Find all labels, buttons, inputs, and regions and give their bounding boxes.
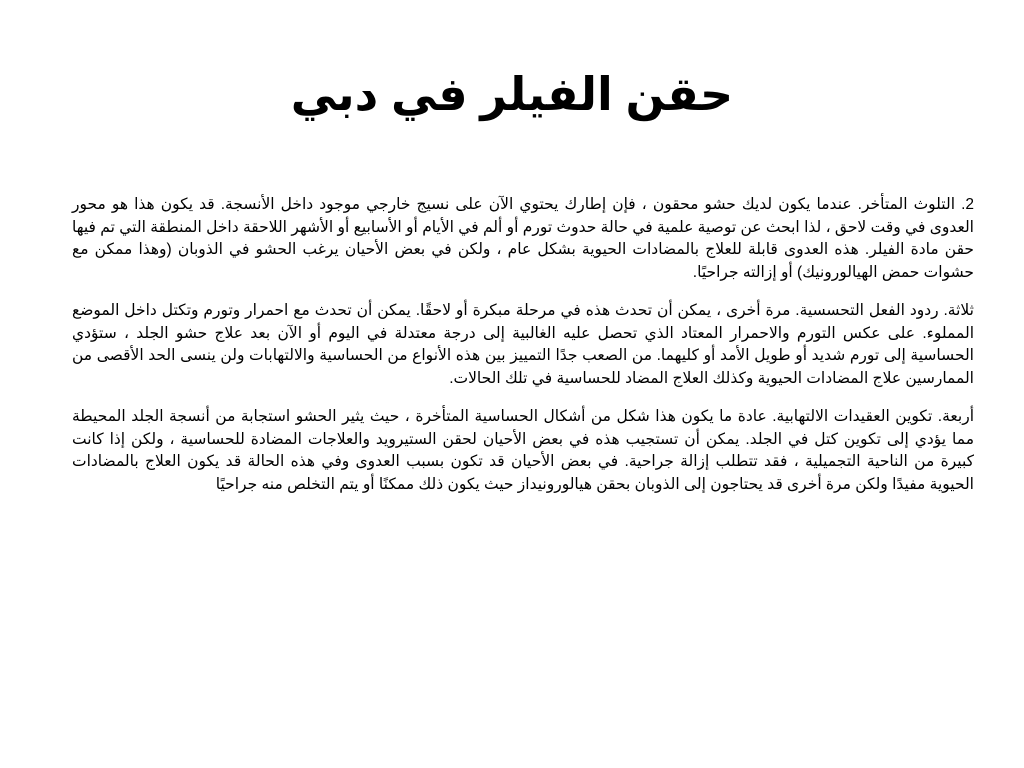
slide-title: حقن الفيلر في دبي (290, 68, 734, 120)
paragraph-late-contamination: 2. التلوث المتأخر. عندما يكون لديك حشو محقون ، فإن إطارك يحتوي الآن على نسيج خارجي موجود داخل الأنسجة. قد يكون هذا هو محور العدوى في وقت لاحق ، لذا ابحث عن توصية علمية في حالة حدوث تورم أو ألم في الأيام أو الأسابيع أو الأشهر اللاحقة داخل المنطقة التي تم فيها حقن مادة الفيلر. هذه العدوى قابلة للعلاج بالمضادات الحيوية بشكل عام ، ولكن في بعض الأحيان يرغب الحشو في الذوبان (وهذا ممكن مع حشوات حمض الهيالورونيك) أو إزالته جراحيًا. (72, 196, 974, 281)
slide-body (72, 194, 974, 512)
paragraph-inflammatory-nodules: أربعة. تكوين العقيدات الالتهابية. عادة ما يكون هذا شكل من أشكال الحساسية المتأخرة ، حيث يثير الحشو استجابة من أنسجة الجلد المحيطة مما يؤدي إلى تكوين كتل في الجلد. يمكن أن تستجيب هذه في بعض الأحيان لحقن الستيرويد والعلاجات المضادة للحساسية ، ولكن إذا كانت كبيرة من الناحية التجميلية ، فقد تتطلب إزالة جراحية. في بعض الأحيان قد تكون بسبب العدوى وفي هذه الحالة قد يكون العلاج بالمضادات الحيوية مفيدًا ولكن مرة أخرى قد يحتاجون إلى الذوبان بحقن هيالورونيداز حيث يكون ذلك ممكنًا أو يتم التخلص منه جراحيًا (72, 408, 974, 493)
paragraph-allergic-reactions: ثلاثة. ردود الفعل التحسسية. مرة أخرى ، يمكن أن تحدث هذه في مرحلة مبكرة أو لاحقًا. يمكن أن تحدث مع احمرار وتورم وتكتل داخل الموضع المملوء. على عكس التورم والاحمرار المعتاد الذي تحصل عليه الغالبية إلى درجة معتدلة في اليوم أو الآن بعد علاج حشو الجلد ، ستؤدي الحساسية إلى تورم شديد أو طويل الأمد أو كليهما. من الصعب جدًا التمييز بين هذه الأنواع من الحساسية والالتهابات ولن ينسى الحد الأقصى من الممارسين علاج المضادات الحيوية وكذلك العلاج المضاد للحساسية في تلك الحالات. (72, 302, 974, 387)
